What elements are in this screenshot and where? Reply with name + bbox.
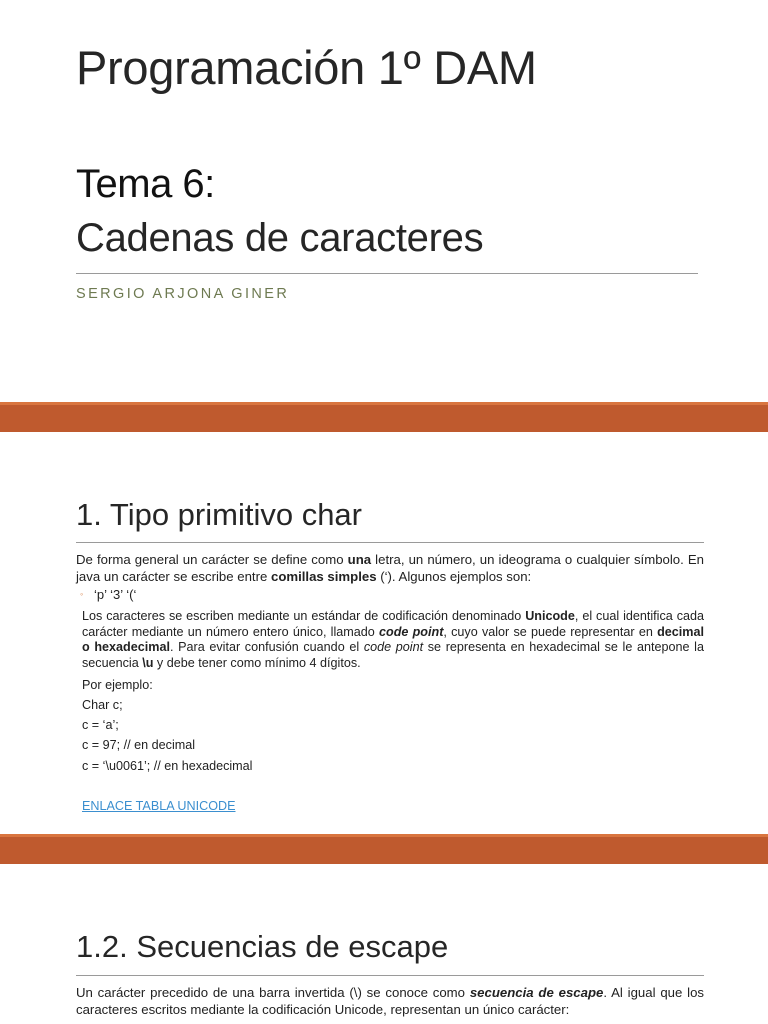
code-line-declaration: Char c; (82, 698, 123, 712)
heading-divider (76, 975, 704, 976)
unicode-table-link[interactable]: ENLACE TABLA UNICODE (82, 799, 236, 813)
intro-paragraph: De forma general un carácter se define como una letra, un número, un ideograma o cualquier símbolo. En java un carácter se escribe entre comillas simples (‘). Algunos ejemplos son: (76, 552, 704, 584)
escape-paragraph: Un carácter precedido de una barra invertida (\) se conoce como secuencia de escape. Al igual que los caracteres escritos mediante la codificación Unicode, representan un único carácter: (76, 985, 704, 1017)
unicode-paragraph: Los caracteres se escriben mediante un estándar de codificación denominado Unicode, el cual identifica cada carácter mediante un número entero único, llamado code point, cuyo valor se puede representar en decimal o hexadecimal. Para evitar confusión cuando el code point se representa en hexadecimal se le antepone la secuencia \u y debe tener como mínimo 4 dígitos. (82, 609, 705, 670)
slide-separator (0, 834, 768, 864)
char-type-slide (0, 432, 768, 832)
code-line-hex-assign: c = ‘\u0061’; // en hexadecimal (82, 759, 253, 773)
presentation-title: Programación 1º DAM (76, 41, 537, 94)
section-heading: 1. Tipo primitivo char (76, 497, 362, 532)
escape-sequences-slide (0, 864, 768, 1024)
bullet-text: ‘p’ ‘3’ ‘(‘ (94, 587, 137, 602)
slide-separator (0, 402, 768, 432)
title-divider (76, 273, 698, 274)
section-heading: 1.2. Secuencias de escape (76, 929, 449, 964)
author-name: SERGIO ARJONA GINER (76, 286, 290, 302)
code-line-char-assign: c = ‘a’; (82, 718, 119, 732)
bullet-circle-icon: ◦ (80, 589, 84, 599)
heading-divider (76, 542, 704, 543)
topic-title: Cadenas de caracteres (76, 216, 484, 260)
title-slide (0, 0, 768, 402)
topic-label: Tema 6: (76, 162, 215, 206)
example-intro: Por ejemplo: (82, 678, 153, 692)
example-bullet (80, 587, 136, 602)
code-line-decimal-assign: c = 97; // en decimal (82, 738, 196, 752)
